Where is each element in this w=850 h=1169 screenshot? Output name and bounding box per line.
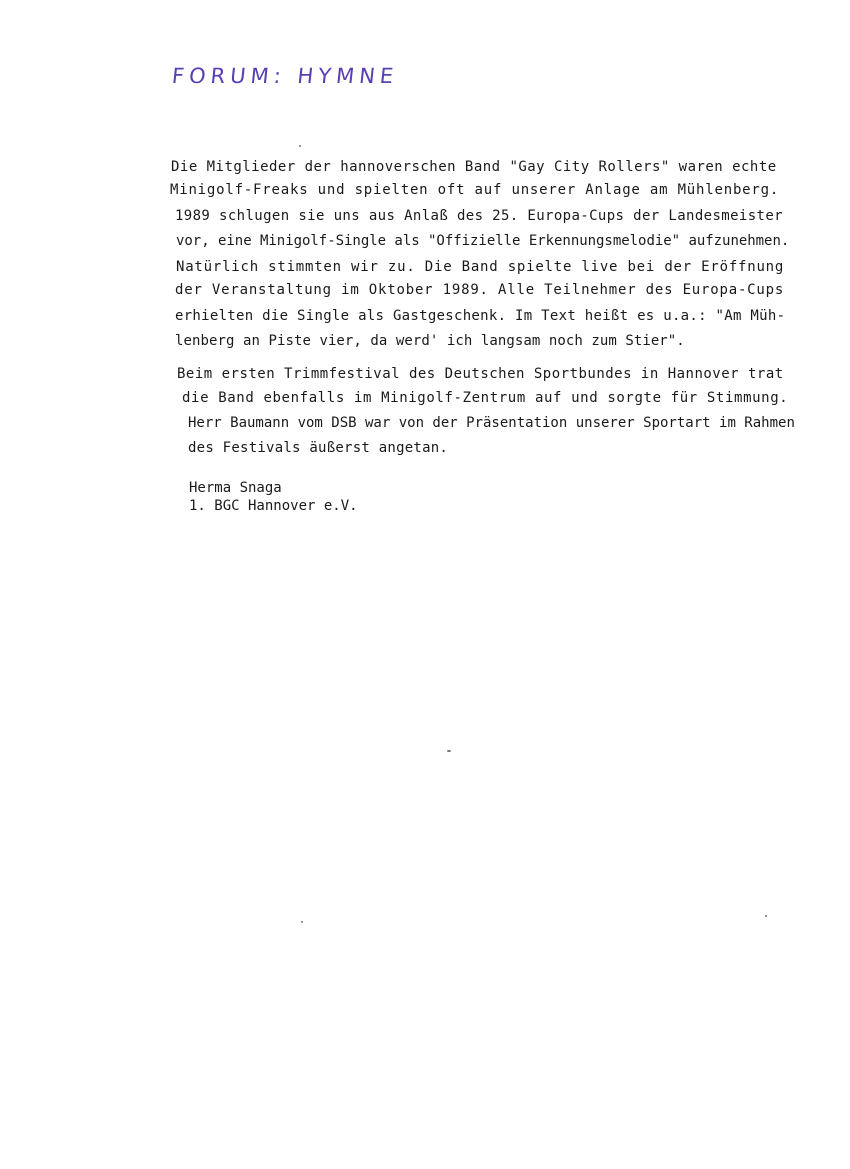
text-line: die Band ebenfalls im Minigolf-Zentrum auf und sorgte für Stimmung.	[182, 390, 789, 406]
scan-speck	[301, 921, 303, 923]
handwritten-title: FORUM: HYMNE	[170, 64, 400, 88]
text-line: Beim ersten Trimmfestival des Deutschen Sportbundes in Hannover trat	[177, 366, 784, 382]
text-line: Herr Baumann vom DSB war von der Präsentation unserer Sportart im Rahmen	[188, 415, 795, 431]
signature-name: Herma Snaga	[189, 480, 282, 496]
text-line: des Festivals äußerst angetan.	[188, 440, 449, 456]
text-line: Natürlich stimmten wir zu. Die Band spielte live bei der Eröffnung	[176, 259, 785, 275]
signature-club: 1. BGC Hannover e.V.	[189, 498, 358, 514]
text-line: erhielten die Single als Gastgeschenk. Im Text heißt es u.a.: "Am Müh-	[175, 308, 786, 324]
text-line: 1989 schlugen sie uns aus Anlaß des 25. Europa-Cups der Landesmeister	[175, 208, 783, 224]
text-line: vor, eine Minigolf-Single als "Offizielle Erkennungsmelodie" aufzunehmen.	[176, 233, 790, 249]
scan-speck	[765, 915, 767, 917]
text-line: Die Mitglieder der hannoverschen Band "Gay City Rollers" waren echte	[171, 159, 777, 175]
text-line: Minigolf-Freaks und spielten oft auf unserer Anlage am Mühlenberg.	[170, 182, 780, 198]
scan-speck	[299, 145, 301, 147]
text-line: der Veranstaltung im Oktober 1989. Alle Teilnehmer des Europa-Cups	[175, 282, 785, 298]
text-line: lenberg an Piste vier, da werd' ich langsam noch zum Stier".	[175, 333, 685, 349]
scan-speck	[447, 750, 451, 752]
